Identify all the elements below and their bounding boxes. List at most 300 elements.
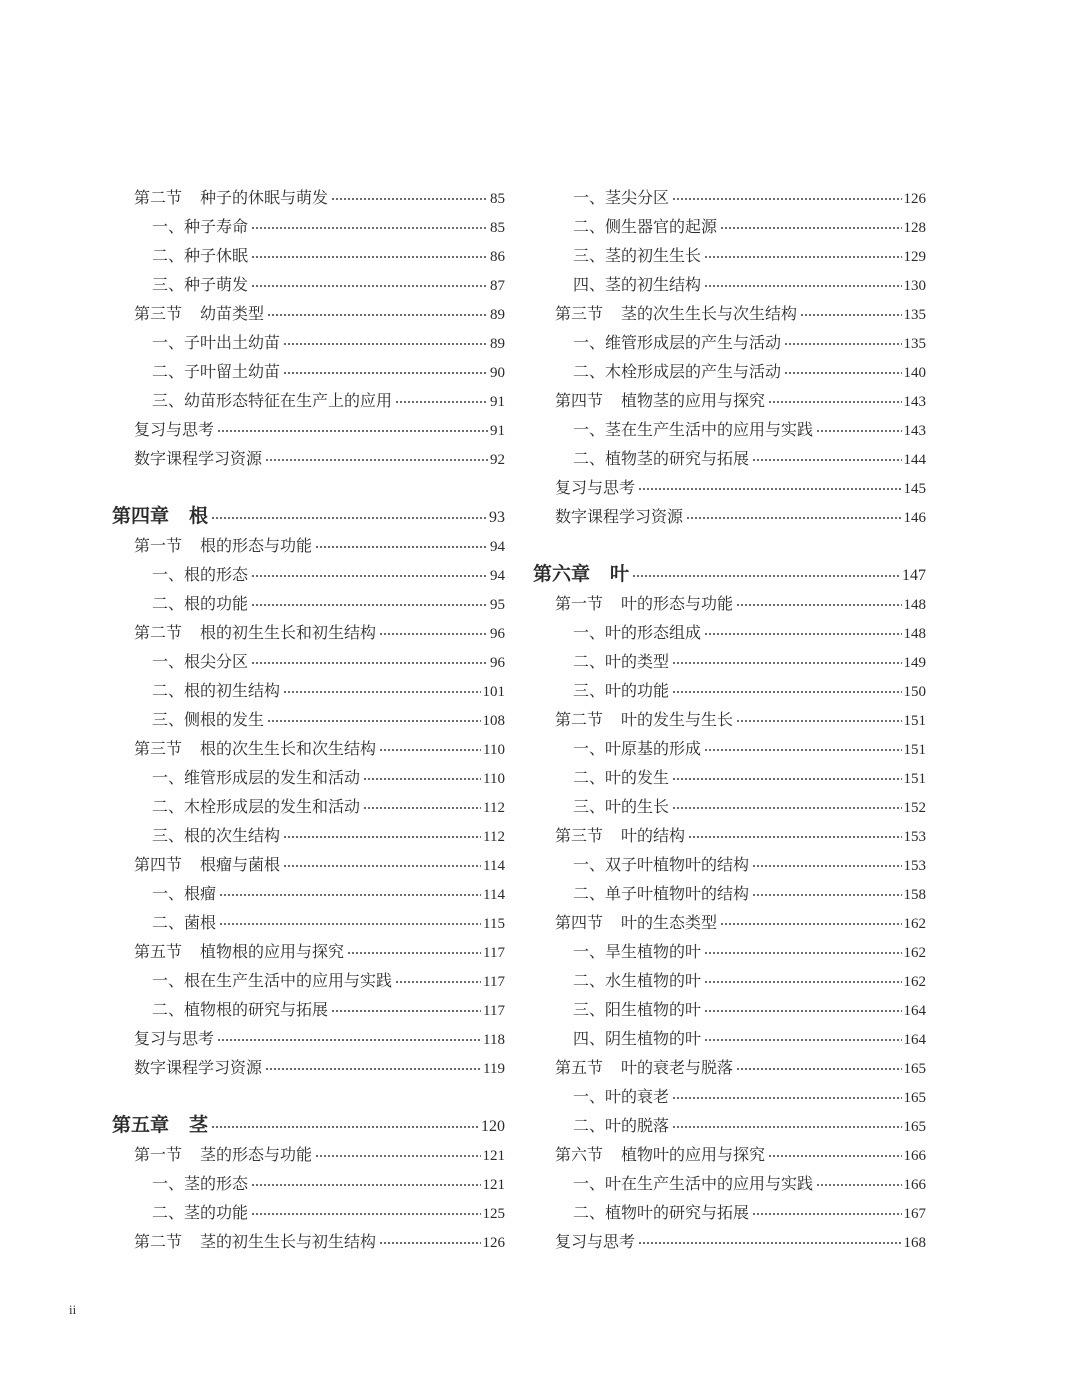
toc-entry-title: 一、维管形成层的发生和活动 <box>152 768 361 787</box>
dot-leader <box>704 282 901 290</box>
toc-entry-title: 植物茎的应用与探究 <box>621 391 766 410</box>
toc-entry-title: 数字课程学习资源 <box>134 449 263 468</box>
toc-entry-label <box>134 937 344 966</box>
toc-page-number: 108 <box>482 713 505 729</box>
dot-leader <box>315 1152 480 1160</box>
toc-entry-label <box>112 502 208 531</box>
toc-page-number: 164 <box>903 1003 926 1019</box>
toc-entry-title: 复习与思考 <box>134 1029 215 1048</box>
toc-entry-label <box>573 647 669 676</box>
dot-leader <box>752 1210 901 1218</box>
toc-entry-title: 一、叶在生产生活中的应用与实践 <box>573 1174 814 1193</box>
toc-page-number: 167 <box>903 1206 926 1222</box>
dot-leader <box>704 1036 901 1044</box>
toc-page-number: 87 <box>490 278 505 294</box>
toc-entry-label <box>573 676 669 705</box>
dot-leader <box>219 891 481 899</box>
dot-leader <box>704 978 901 986</box>
toc-subsection-entry <box>112 821 505 850</box>
dot-leader <box>251 282 488 290</box>
toc-subsection-entry <box>533 734 926 763</box>
toc-subsection-entry <box>112 966 505 995</box>
toc-entry-title: 三、阳生植物的叶 <box>573 1000 702 1019</box>
dot-leader <box>736 601 901 609</box>
toc-entry-label <box>134 415 214 444</box>
toc-entry-label <box>533 560 629 589</box>
dot-leader <box>672 659 901 667</box>
toc-entry-title: 二、水生植物的叶 <box>573 971 702 990</box>
toc-entry-number: 第三节 <box>134 304 183 323</box>
toc-subsection-entry <box>112 792 505 821</box>
toc-page-number: 96 <box>490 655 505 671</box>
toc-entry-number: 第三节 <box>134 739 183 758</box>
toc-entry-number: 第二节 <box>134 1232 183 1251</box>
toc-entry-title: 二、植物茎的研究与拓展 <box>573 449 750 468</box>
toc-entry-title: 三、叶的生长 <box>573 797 670 816</box>
toc-entry-label <box>555 589 733 618</box>
toc-entry-number: 第一节 <box>555 594 604 613</box>
toc-entry-title: 植物根的应用与探究 <box>200 942 345 961</box>
toc-entry-label <box>573 734 701 763</box>
toc-entry-number: 第五章 <box>112 1114 170 1136</box>
toc-page-number: 148 <box>903 597 926 613</box>
toc-section-entry <box>112 1227 505 1256</box>
toc-page-number: 114 <box>483 858 505 874</box>
dot-leader <box>704 630 901 638</box>
toc-entry-label <box>573 241 701 270</box>
toc-entry-title: 三、侧根的发生 <box>152 710 265 729</box>
toc-chapter-entry <box>533 560 926 589</box>
dot-leader <box>363 775 481 783</box>
toc-section-entry <box>112 1024 505 1053</box>
toc-column-left <box>112 183 505 1256</box>
toc-page-number: 93 <box>489 509 505 526</box>
toc-entry-title: 叶的结构 <box>621 826 686 845</box>
toc-entry-number: 第五节 <box>134 942 183 961</box>
dot-leader <box>251 224 488 232</box>
dot-leader <box>395 978 481 986</box>
toc-page-number: 145 <box>903 481 926 497</box>
toc-entry-label <box>555 1053 733 1082</box>
toc-page-number: 162 <box>903 945 926 961</box>
toc-page-number: 146 <box>903 510 926 526</box>
toc-entry-number: 第二节 <box>134 623 183 642</box>
toc-entry-number: 第一节 <box>134 536 183 555</box>
toc-section-entry <box>533 386 926 415</box>
toc-entry-title: 种子的休眠与萌发 <box>200 188 329 207</box>
toc-page-number: 165 <box>903 1061 926 1077</box>
toc-subsection-entry <box>533 995 926 1024</box>
toc-entry-title: 根的形态与功能 <box>200 536 313 555</box>
toc-section-entry <box>533 821 926 850</box>
toc-page-number: 166 <box>903 1177 926 1193</box>
toc-page-number: 89 <box>490 307 505 323</box>
dot-leader <box>283 369 488 377</box>
dot-leader <box>251 601 488 609</box>
dot-leader <box>211 514 487 522</box>
toc-entry-label <box>573 415 813 444</box>
toc-page-number: 143 <box>903 394 926 410</box>
toc-page-number: 158 <box>903 887 926 903</box>
toc-entry-number: 第二节 <box>134 188 183 207</box>
dot-leader <box>283 833 481 841</box>
toc-subsection-entry <box>533 212 926 241</box>
toc-page-number: 165 <box>903 1090 926 1106</box>
toc-subsection-entry <box>112 879 505 908</box>
toc-entry-label <box>152 763 360 792</box>
dot-leader <box>379 630 488 638</box>
toc-entry-number: 第六章 <box>533 563 591 585</box>
toc-subsection-entry <box>533 676 926 705</box>
section-gap <box>533 531 926 560</box>
toc-subsection-entry <box>533 1082 926 1111</box>
toc-entry-label <box>152 676 280 705</box>
toc-page-number: 130 <box>903 278 926 294</box>
toc-entry-title: 二、木栓形成层的产生与活动 <box>573 362 782 381</box>
toc-subsection-entry <box>112 1198 505 1227</box>
toc-entry-label <box>573 1024 701 1053</box>
toc-entry-title: 三、叶的功能 <box>573 681 670 700</box>
toc-entry-title: 一、种子寿命 <box>152 217 249 236</box>
toc-page-number: 150 <box>903 684 926 700</box>
toc-page-number: 149 <box>903 655 926 671</box>
toc-subsection-entry <box>112 589 505 618</box>
toc-subsection-entry <box>112 212 505 241</box>
section-gap <box>112 473 505 502</box>
toc-section-entry <box>112 1140 505 1169</box>
dot-leader <box>347 949 481 957</box>
toc-entry-label <box>152 1169 248 1198</box>
toc-subsection-entry <box>533 1111 926 1140</box>
toc-entry-title: 根瘤与菌根 <box>200 855 281 874</box>
toc-page-number: 140 <box>903 365 926 381</box>
toc-subsection-entry <box>533 328 926 357</box>
toc-page-number: 96 <box>490 626 505 642</box>
toc-entry-title: 二、菌根 <box>152 913 217 932</box>
dot-leader <box>379 1239 480 1247</box>
dot-leader <box>736 717 901 725</box>
toc-entry-label <box>573 792 669 821</box>
dot-leader <box>363 804 481 812</box>
dot-leader <box>251 253 488 261</box>
toc-entry-title: 二、叶的类型 <box>573 652 670 671</box>
toc-page-number: 153 <box>903 829 926 845</box>
toc-page-number: 148 <box>903 626 926 642</box>
toc-page-number: 135 <box>903 336 926 352</box>
toc-entry-label <box>573 1111 669 1140</box>
toc-entry-title: 茎的形态与功能 <box>200 1145 313 1164</box>
toc-subsection-entry <box>533 850 926 879</box>
toc-entry-label <box>573 995 701 1024</box>
toc-entry-title: 一、旱生植物的叶 <box>573 942 702 961</box>
toc-page-number: 125 <box>482 1206 505 1222</box>
toc-entry-label <box>152 821 280 850</box>
toc-entry-title: 一、叶的形态组成 <box>573 623 702 642</box>
toc-subsection-entry <box>533 444 926 473</box>
toc-entry-label <box>573 618 701 647</box>
toc-entry-label <box>573 850 749 879</box>
dot-leader <box>816 427 901 435</box>
toc-chapter-entry <box>112 502 505 531</box>
toc-entry-title: 三、种子萌发 <box>152 275 249 294</box>
toc-entry-label <box>555 299 797 328</box>
toc-page-number: 92 <box>490 452 505 468</box>
toc-subsection-entry <box>533 937 926 966</box>
toc-page-number: 85 <box>490 191 505 207</box>
toc-page-number: 91 <box>490 394 505 410</box>
toc-section-entry <box>112 183 505 212</box>
toc-section-entry <box>533 705 926 734</box>
dot-leader <box>251 1210 480 1218</box>
toc-page-number: 117 <box>483 945 505 961</box>
toc-page-number: 162 <box>903 916 926 932</box>
toc-page-number: 126 <box>482 1235 505 1251</box>
toc-entry-title: 根的初生生长和初生结构 <box>200 623 377 642</box>
toc-subsection-entry <box>533 1198 926 1227</box>
toc-entry-label <box>573 763 669 792</box>
dot-leader <box>672 1123 901 1131</box>
dot-leader <box>315 543 488 551</box>
toc-entry-label <box>152 357 280 386</box>
section-gap <box>112 1082 505 1111</box>
toc-section-entry <box>533 1140 926 1169</box>
toc-entry-title: 根的次生生长和次生结构 <box>200 739 377 758</box>
dot-leader <box>704 949 901 957</box>
toc-entry-label <box>134 444 262 473</box>
toc-page-number: 114 <box>483 887 505 903</box>
toc-entry-label <box>152 589 248 618</box>
toc-page-number: 164 <box>903 1032 926 1048</box>
toc-entry-title: 一、根的形态 <box>152 565 249 584</box>
toc-page-number: 152 <box>903 800 926 816</box>
toc-page-number: 101 <box>482 684 505 700</box>
toc-entry-label <box>134 850 280 879</box>
dot-leader <box>704 746 901 754</box>
toc-page-number: 143 <box>903 423 926 439</box>
toc-entry-title: 二、叶的脱落 <box>573 1116 670 1135</box>
toc-page-number: 153 <box>903 858 926 874</box>
toc-subsection-entry <box>112 328 505 357</box>
toc-page-number: 151 <box>903 713 926 729</box>
toc-entry-title: 一、茎尖分区 <box>573 188 670 207</box>
toc-entry-title: 茎的初生生长与初生结构 <box>200 1232 377 1251</box>
toc-entry-label <box>555 473 635 502</box>
dot-leader <box>768 1152 901 1160</box>
toc-entry-label <box>134 531 312 560</box>
toc-entry-title: 一、叶的衰老 <box>573 1087 670 1106</box>
toc-entry-label <box>134 618 376 647</box>
toc-section-entry <box>533 1053 926 1082</box>
toc-subsection-entry <box>533 966 926 995</box>
toc-subsection-entry <box>533 1024 926 1053</box>
toc-entry-label <box>152 212 248 241</box>
dot-leader <box>736 1065 901 1073</box>
toc-subsection-entry <box>112 386 505 415</box>
toc-entry-number: 第四节 <box>555 913 604 932</box>
toc-entry-label <box>573 879 749 908</box>
toc-entry-title: 叶的形态与功能 <box>621 594 734 613</box>
toc-entry-title: 二、木栓形成层的发生和活动 <box>152 797 361 816</box>
toc-entry-label <box>573 212 717 241</box>
toc-entry-title: 二、茎的功能 <box>152 1203 249 1222</box>
toc-subsection-entry <box>533 763 926 792</box>
toc-entry-title: 一、子叶出土幼苗 <box>152 333 281 352</box>
dot-leader <box>283 340 488 348</box>
toc-entry-title: 二、单子叶植物叶的结构 <box>573 884 750 903</box>
toc-entry-label <box>152 647 248 676</box>
dot-leader <box>251 572 488 580</box>
toc-entry-title: 复习与思考 <box>134 420 215 439</box>
dot-leader <box>672 804 901 812</box>
toc-entry-label <box>555 1140 765 1169</box>
toc-entry-title: 二、植物叶的研究与拓展 <box>573 1203 750 1222</box>
toc-subsection-entry <box>112 647 505 676</box>
toc-subsection-entry <box>533 618 926 647</box>
toc-entry-title: 二、叶的发生 <box>573 768 670 787</box>
toc-subsection-entry <box>533 647 926 676</box>
toc-entry-title: 四、阴生植物的叶 <box>573 1029 702 1048</box>
toc-entry-title: 植物叶的应用与探究 <box>621 1145 766 1164</box>
toc-subsection-entry <box>112 1169 505 1198</box>
toc-entry-title: 根 <box>189 505 209 527</box>
toc-page-number: 119 <box>483 1061 505 1077</box>
dot-leader <box>265 1065 481 1073</box>
toc-subsection-entry <box>112 676 505 705</box>
toc-subsection-entry <box>112 763 505 792</box>
toc-page-number: 166 <box>903 1148 926 1164</box>
toc-entry-label <box>134 299 264 328</box>
toc-entry-number: 第一节 <box>134 1145 183 1164</box>
dot-leader <box>686 514 901 522</box>
dot-leader <box>720 920 901 928</box>
dot-leader <box>784 340 901 348</box>
toc-page-number: 151 <box>903 771 926 787</box>
toc-entry-label <box>573 270 701 299</box>
toc-section-entry <box>533 502 926 531</box>
toc-section-entry <box>112 1053 505 1082</box>
toc-entry-title: 数字课程学习资源 <box>555 507 684 526</box>
toc-entry-title: 一、茎在生产生活中的应用与实践 <box>573 420 814 439</box>
dot-leader <box>752 891 901 899</box>
dot-leader <box>217 427 488 435</box>
toc-entry-title: 叶 <box>610 563 630 585</box>
dot-leader <box>632 572 900 580</box>
toc-column-right <box>533 183 926 1256</box>
toc-entry-title: 二、根的初生结构 <box>152 681 281 700</box>
toc-section-entry <box>533 299 926 328</box>
toc-page-number: 117 <box>483 974 505 990</box>
toc-entry-label <box>134 1024 214 1053</box>
toc-entry-label <box>152 1198 248 1227</box>
toc-page-number: 85 <box>490 220 505 236</box>
toc-page-number: 112 <box>483 800 505 816</box>
toc-entry-label <box>573 1198 749 1227</box>
toc-page-number: 86 <box>490 249 505 265</box>
toc-page-number: 135 <box>903 307 926 323</box>
toc-entry-label <box>573 183 669 212</box>
toc-section-entry <box>533 908 926 937</box>
toc-page-number: 94 <box>490 539 505 555</box>
dot-leader <box>704 253 901 261</box>
dot-leader <box>768 398 901 406</box>
toc-entry-title: 茎的次生生长与次生结构 <box>621 304 798 323</box>
toc-subsection-entry <box>112 270 505 299</box>
dot-leader <box>395 398 488 406</box>
toc-page-number: 144 <box>903 452 926 468</box>
toc-section-entry <box>533 1227 926 1256</box>
toc-entry-number: 第五节 <box>555 1058 604 1077</box>
toc-entry-number: 第三节 <box>555 304 604 323</box>
dot-leader <box>720 224 901 232</box>
dot-leader <box>217 1036 481 1044</box>
dot-leader <box>672 195 901 203</box>
toc-entry-title: 二、子叶留土幼苗 <box>152 362 281 381</box>
toc-subsection-entry <box>112 357 505 386</box>
toc-section-entry <box>533 473 926 502</box>
toc-page-number: 162 <box>903 974 926 990</box>
toc-section-entry <box>112 415 505 444</box>
toc-entry-label <box>152 908 216 937</box>
toc-subsection-entry <box>112 241 505 270</box>
dot-leader <box>752 456 901 464</box>
dot-leader <box>331 195 488 203</box>
toc-entry-label <box>555 908 717 937</box>
toc-entry-title: 三、根的次生结构 <box>152 826 281 845</box>
toc-subsection-entry <box>533 241 926 270</box>
toc-page-number: 110 <box>483 742 505 758</box>
toc-page-number: 120 <box>481 1118 505 1135</box>
dot-leader <box>267 717 480 725</box>
toc-entry-label <box>555 502 683 531</box>
dot-leader <box>219 920 481 928</box>
toc-entry-label <box>152 386 392 415</box>
toc-entry-title: 一、根瘤 <box>152 884 217 903</box>
toc-section-entry <box>112 734 505 763</box>
dot-leader <box>672 775 901 783</box>
dot-leader <box>638 485 901 493</box>
toc-entry-title: 一、茎的形态 <box>152 1174 249 1193</box>
toc-entry-label <box>152 560 248 589</box>
toc-entry-label <box>134 183 328 212</box>
toc-page-number: 129 <box>903 249 926 265</box>
dot-leader <box>331 1007 481 1015</box>
toc-page-number: 128 <box>903 220 926 236</box>
toc-entry-number: 第四节 <box>555 391 604 410</box>
toc-section-entry <box>533 589 926 618</box>
toc-entry-label <box>152 705 264 734</box>
toc-entry-label <box>152 328 280 357</box>
toc-section-entry <box>112 850 505 879</box>
toc-entry-label <box>573 1169 813 1198</box>
toc-page-number: 118 <box>483 1032 505 1048</box>
dot-leader <box>379 746 481 754</box>
toc-subsection-entry <box>533 879 926 908</box>
toc-entry-title: 叶的衰老与脱落 <box>621 1058 734 1077</box>
toc-entry-label <box>573 328 781 357</box>
toc-subsection-entry <box>533 357 926 386</box>
toc-page-number: 115 <box>483 916 505 932</box>
toc-subsection-entry <box>533 270 926 299</box>
toc-page-number: 151 <box>903 742 926 758</box>
dot-leader <box>283 862 481 870</box>
toc-entry-label <box>555 1227 635 1256</box>
toc-entry-title: 复习与思考 <box>555 478 636 497</box>
toc-entry-label <box>573 357 781 386</box>
toc-entry-title: 数字课程学习资源 <box>134 1058 263 1077</box>
toc-entry-label <box>152 995 328 1024</box>
toc-entry-title: 二、侧生器官的起源 <box>573 217 718 236</box>
toc-entry-label <box>573 966 701 995</box>
